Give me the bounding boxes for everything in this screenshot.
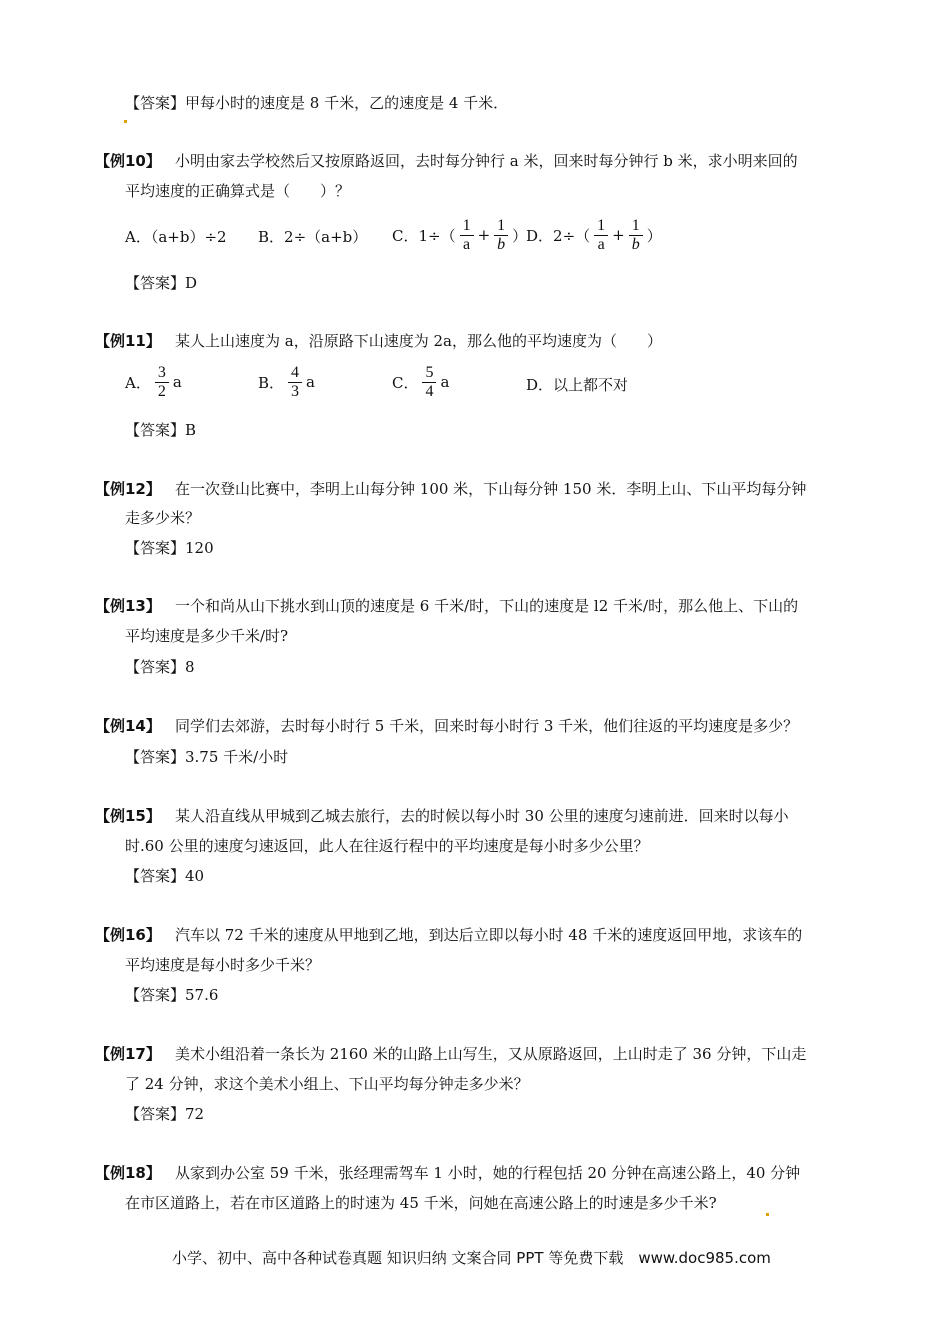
fraction-3-over-2 xyxy=(155,364,169,401)
q15-label: 【例15】 xyxy=(95,807,161,825)
q12-line1: 在一次登山比赛中，李明上山每分钟 100 米，下山每分钟 150 米．李明上山、下山平均每分钟 xyxy=(175,480,807,498)
q10-option-b: B．2÷（a+b） xyxy=(258,228,368,246)
q18-line2: 在市区道路上，若在市区道路上的时速为 45 千米，问她在高速公路上的时速是多少千米? xyxy=(125,1194,717,1212)
fraction-numerator: 1 xyxy=(462,216,471,234)
q13-answer: 【答案】8 xyxy=(125,658,195,676)
q12-label: 【例12】 xyxy=(95,480,161,498)
q12-line2: 走多少米？ xyxy=(125,509,201,527)
fraction-numerator: 4 xyxy=(291,363,300,381)
q10-line2: 平均速度的正确算式是（ ）？ xyxy=(125,182,351,200)
answer-prev: 【答案】甲每小时的速度是 8 千米，乙的速度是 4 千米． xyxy=(125,94,509,112)
q11-option-a-prefix: A． xyxy=(125,373,151,392)
q14-label: 【例14】 xyxy=(95,717,161,735)
q11-option-d: D．以上都不对 xyxy=(526,376,629,394)
q10-option-a: A．（a+b）÷2 xyxy=(125,228,227,246)
q14-line1: 同学们去郊游，去时每小时行 5 千米，回来时每小时行 3 千米，他们往返的平均速度是多少？ xyxy=(175,717,799,735)
fraction-denominator: 3 xyxy=(291,382,300,400)
q10-line1: 小明由家去学校然后又按原路返回，去时每分钟行 a 米，回来时每分钟行 b 米，求小明来回的 xyxy=(175,152,798,170)
fraction-denominator: 4 xyxy=(425,382,434,400)
fraction-numerator: 1 xyxy=(597,216,606,234)
q10-option-d-prefix: D．2÷（ xyxy=(526,226,591,245)
q16-line2: 平均速度是每小时多少千米？ xyxy=(125,956,321,974)
q11-option-c-prefix: C． xyxy=(392,373,419,392)
fraction-numerator: 3 xyxy=(157,363,166,381)
fraction-denominator: a xyxy=(463,235,471,253)
q13-label: 【例13】 xyxy=(95,597,161,615)
q17-line1: 美术小组沿着一条长为 2160 米的山路上山写生，又从原路返回，上山时走了 36 分钟，下山走 xyxy=(175,1045,807,1063)
fraction-denominator: b xyxy=(631,235,640,253)
q10-option-c-suffix: ） xyxy=(512,226,528,245)
fraction-numerator: 1 xyxy=(497,216,506,234)
variable-a: a xyxy=(172,373,182,391)
q10-label: 【例10】 xyxy=(95,152,161,170)
q10-option-d xyxy=(526,210,662,260)
q11-answer: 【答案】B xyxy=(125,421,197,439)
q15-line1: 某人沿直线从甲城到乙城去旅行，去的时候以每小时 30 公里的速度匀速前进．回来时以每小 xyxy=(175,807,789,825)
fraction-5-over-4 xyxy=(422,364,436,401)
q10-option-c-prefix: C．1÷（ xyxy=(392,226,456,245)
q10-option-d-suffix: ） xyxy=(646,226,662,245)
fraction-1-over-a xyxy=(460,217,474,254)
q13-line1: 一个和尚从山下挑水到山顶的速度是 6 千米/时，下山的速度是 l2 千米/时，那么他上、下山的 xyxy=(175,597,799,615)
q12-answer: 【答案】120 xyxy=(125,539,214,557)
q13-line2: 平均速度是多少千米/时? xyxy=(125,627,289,645)
q16-label: 【例16】 xyxy=(95,926,161,944)
fraction-1-over-a xyxy=(594,217,608,254)
q11-option-a xyxy=(125,358,182,406)
q11-line1: 某人上山速度为 a，沿原路下山速度为 2a，那么他的平均速度为（ ） xyxy=(175,332,662,350)
page-footer: 小学、初中、高中各种试卷真题 知识归纳 文案合同 PPT 等免费下载 www.doc985.com xyxy=(172,1249,771,1267)
plus-sign: + xyxy=(612,226,625,244)
fraction-denominator: a xyxy=(597,235,605,253)
q11-option-b xyxy=(258,358,315,406)
decorative-dot xyxy=(766,1213,769,1216)
fraction-4-over-3 xyxy=(288,364,302,401)
q17-answer: 【答案】72 xyxy=(125,1105,205,1123)
q17-line2: 了 24 分钟，求这个美术小组上、下山平均每分钟走多少米？ xyxy=(125,1075,529,1093)
q18-label: 【例18】 xyxy=(95,1164,161,1182)
q10-option-c xyxy=(392,210,527,260)
q18-line1: 从家到办公室 59 千米，张经理需驾车 1 小时，她的行程包括 20 分钟在高速公路上，40 分钟 xyxy=(175,1164,801,1182)
q11-option-b-prefix: B． xyxy=(258,373,285,392)
q17-label: 【例17】 xyxy=(95,1045,161,1063)
fraction-denominator: b xyxy=(497,235,506,253)
q11-option-c xyxy=(392,358,449,406)
q14-answer: 【答案】3.75 千米/小时 xyxy=(125,748,289,766)
decorative-dot xyxy=(124,120,127,123)
q10-answer: 【答案】D xyxy=(125,274,198,292)
q16-line1: 汽车以 72 千米的速度从甲地到乙地，到达后立即以每小时 48 千米的速度返回甲地，求该车的 xyxy=(175,926,803,944)
fraction-1-over-b xyxy=(494,217,508,254)
fraction-denominator: 2 xyxy=(157,382,166,400)
q15-answer: 【答案】40 xyxy=(125,867,205,885)
q11-label: 【例11】 xyxy=(95,332,161,350)
fraction-1-over-b xyxy=(629,217,643,254)
variable-a: a xyxy=(440,373,450,391)
plus-sign: + xyxy=(477,226,491,244)
q15-line2: 时.60 公里的速度匀速返回，此人在往返行程中的平均速度是每小时多少公里？ xyxy=(125,837,649,855)
q16-answer: 【答案】57.6 xyxy=(125,986,219,1004)
variable-a: a xyxy=(306,373,315,391)
fraction-numerator: 1 xyxy=(631,216,640,234)
fraction-numerator: 5 xyxy=(425,363,434,381)
